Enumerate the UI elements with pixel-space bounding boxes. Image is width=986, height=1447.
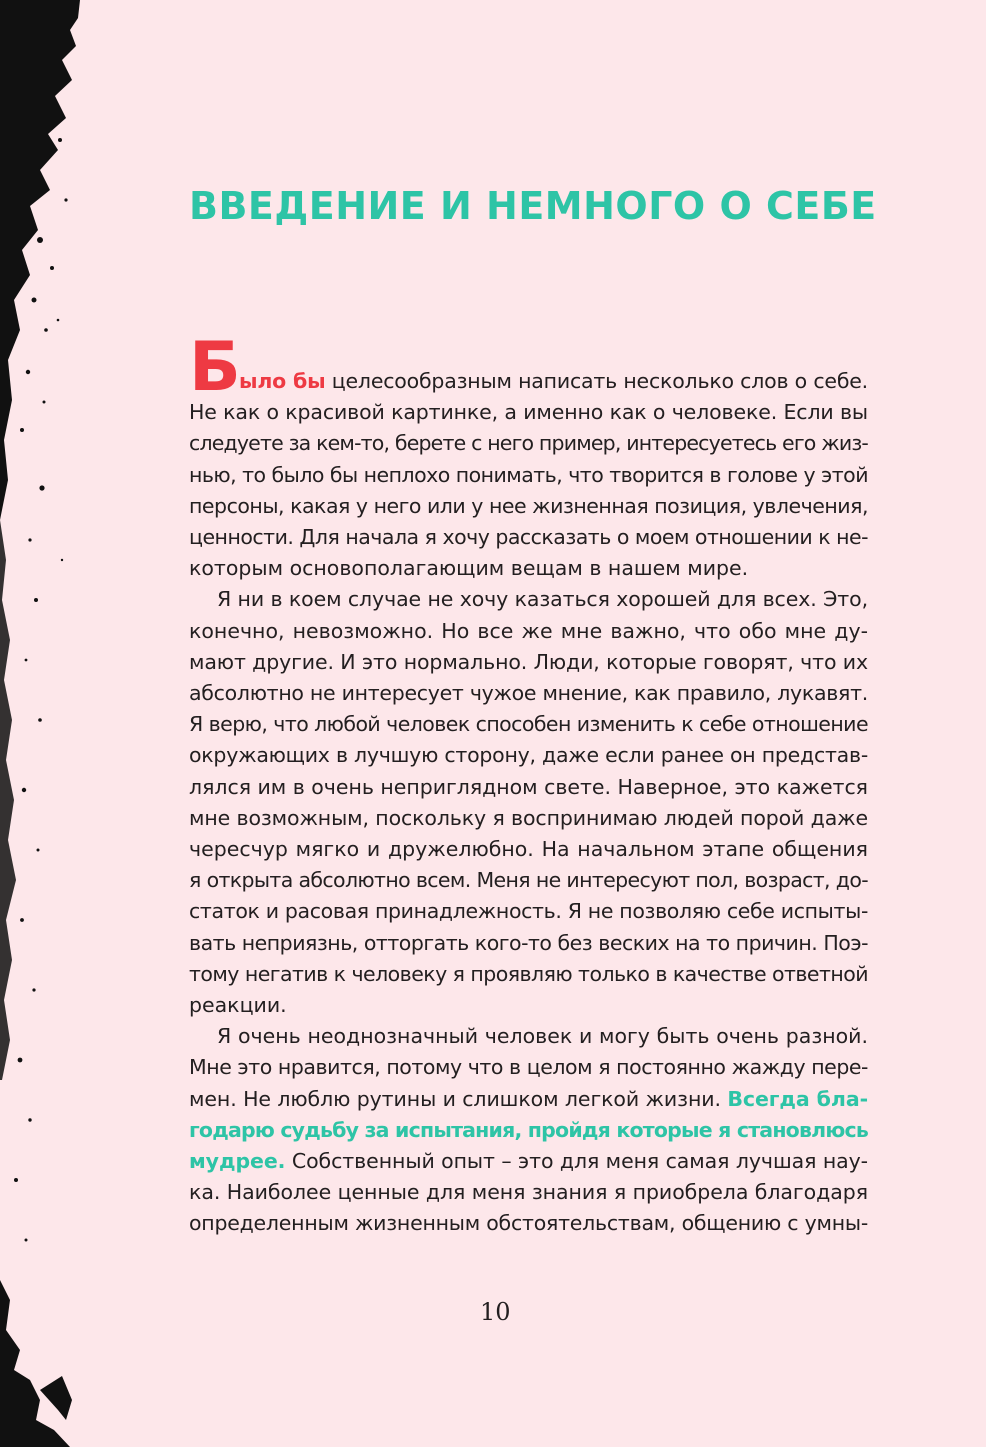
text-line: статок и расовая принадлежность. Я не позволяю себе испыты-: [189, 899, 868, 924]
text-run: целесообразным написать несколько слов о себе.: [325, 369, 868, 393]
text-line: Я очень неоднозначный человек и могу быть очень разной.: [217, 1024, 868, 1049]
text-line: Не как о красивой картинке, а именно как о человеке. Если вы: [189, 400, 868, 425]
text-line: [189, 366, 868, 397]
chapter-heading: ВВЕДЕНИЕ И НЕМНОГО О СЕБЕ: [189, 184, 877, 228]
drop-cap-continuation: ыло бы: [239, 369, 326, 393]
paragraph-1: [189, 366, 868, 584]
text-line: которым основополагающим вещам в нашем мире.: [189, 556, 749, 581]
text-line: тому негатив к человеку я проявляю только в качестве ответной: [189, 961, 868, 986]
text-line: Мне это нравится, потому что в целом я постоянно жажду пере-: [189, 1055, 868, 1080]
paragraph-3: [189, 1021, 868, 1239]
drop-cap-letter: Б: [189, 328, 241, 407]
text-line: мне возможным, поскольку я воспринимаю людей порой даже: [189, 805, 868, 830]
text-run: мен. Не люблю рутины и слишком легкой жизни.: [189, 1086, 728, 1111]
paragraph-2: [189, 584, 868, 1021]
chapter-body-text: [189, 366, 868, 1240]
text-line: Я верю, что любой человек способен изменить к себе отношение: [189, 712, 868, 737]
text-line: абсолютно не интересует чужое мнение, как правило, лукавят.: [189, 681, 868, 706]
text-line: лялся им в очень неприглядном свете. Наверное, это кажется: [189, 774, 868, 799]
text-line: я открыта абсолютно всем. Меня не интересуют пол, возраст, до-: [189, 868, 868, 893]
page-number: 10: [480, 1298, 511, 1326]
text-line: окружающих в лучшую сторону, даже если ранее он представ-: [189, 743, 868, 768]
text-line: персоны, какая у него или у нее жизненная позиция, увлечения,: [189, 493, 868, 518]
text-line: определенным жизненным обстоятельствам, общению с умны-: [189, 1211, 868, 1236]
text-line: мают другие. И это нормально. Люди, которые говорят, что их: [189, 649, 868, 674]
text-line: [189, 1084, 868, 1115]
text-line: реакции.: [189, 993, 287, 1018]
text-line: Я ни в коем случае не хочу казаться хорошей для всех. Это,: [217, 587, 868, 612]
text-line: нью, то было бы неплохо понимать, что творится в голове у этой: [189, 462, 868, 487]
text-line: ка. Наиболее ценные для меня знания я приобрела благодаря: [189, 1180, 868, 1205]
highlighted-quote: Всегда бла-: [727, 1086, 868, 1111]
text-run: Собственный опыт – это для меня самая лучшая нау-: [285, 1149, 868, 1174]
text-line: вать неприязнь, отторгать кого-то без веских на то причин. Поэ-: [189, 930, 868, 955]
text-line: конечно, невозможно. Но все же мне важно, что обо мне ду-: [189, 618, 868, 643]
highlighted-quote: мудрее.: [189, 1149, 286, 1174]
highlighted-quote: годарю судьбу за испытания, пройдя которые я становлюсь: [189, 1117, 868, 1142]
grunge-border-decoration: [0, 0, 80, 1447]
text-line: [189, 1146, 868, 1177]
text-line: следуете за кем-то, берете с него пример, интересуетесь его жиз-: [189, 431, 868, 456]
text-line: ценности. Для начала я хочу рассказать о моем отношении к не-: [189, 525, 869, 550]
text-line: чересчур мягко и дружелюбно. На начальном этапе общения: [189, 837, 868, 862]
